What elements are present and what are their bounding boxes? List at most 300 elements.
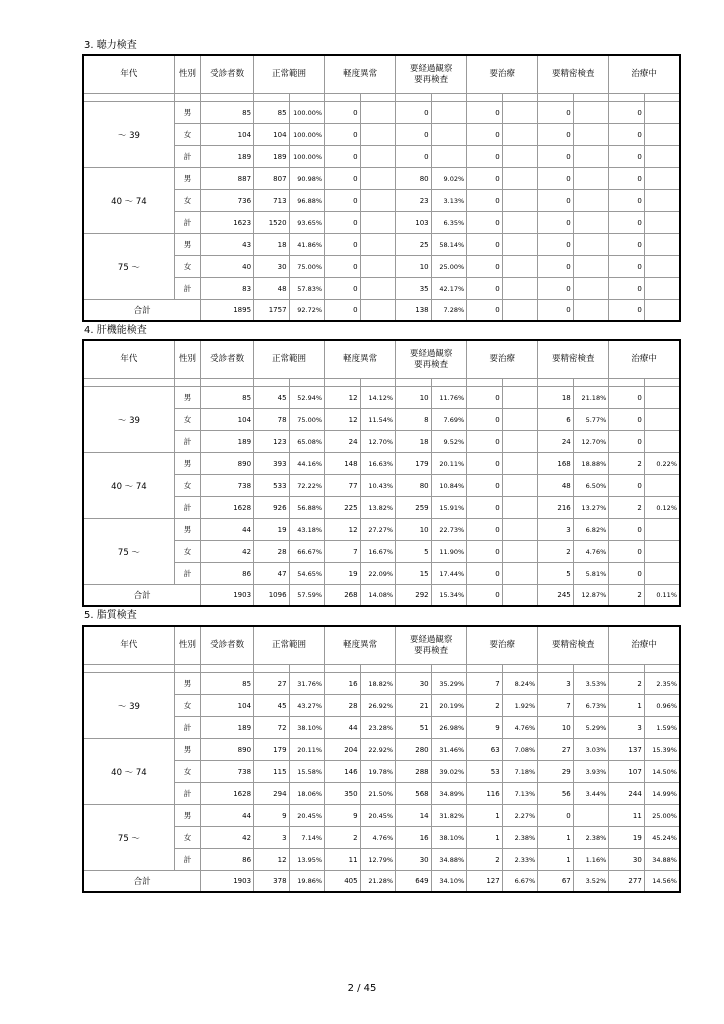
percent-cell: 7.69% xyxy=(431,409,467,431)
count-cell: 0 xyxy=(467,190,503,212)
column-header: 要治療 xyxy=(467,626,538,665)
count-cell: 3 xyxy=(538,519,574,541)
sex-cell: 女 xyxy=(174,761,200,783)
examinees-cell: 85 xyxy=(201,387,254,409)
count-cell: 393 xyxy=(254,453,290,475)
results-table xyxy=(82,54,681,322)
section-title: 4. 肝機能検査 xyxy=(84,325,147,336)
percent-cell: 6.35% xyxy=(431,212,467,234)
percent-cell: 18.82% xyxy=(360,673,396,695)
count-cell: 0 xyxy=(325,190,361,212)
percent-cell: 3.53% xyxy=(573,673,609,695)
percent-cell: 9.02% xyxy=(431,168,467,190)
percent-cell xyxy=(431,102,467,124)
spacer-cell xyxy=(502,379,538,387)
sex-cell: 女 xyxy=(174,827,200,849)
table-row xyxy=(83,519,680,541)
spacer-cell xyxy=(644,665,680,673)
count-cell: 12 xyxy=(325,519,361,541)
count-cell: 0 xyxy=(609,300,645,322)
percent-cell xyxy=(573,278,609,300)
count-cell: 0 xyxy=(467,387,503,409)
count-cell: 10 xyxy=(538,717,574,739)
percent-cell: 2.38% xyxy=(502,827,538,849)
percent-cell: 14.56% xyxy=(644,871,680,893)
percent-cell: 13.27% xyxy=(573,497,609,519)
count-cell: 18 xyxy=(254,234,290,256)
percent-cell xyxy=(502,300,538,322)
count-cell: 3 xyxy=(254,827,290,849)
count-cell: 0 xyxy=(467,212,503,234)
examinees-cell: 85 xyxy=(201,102,254,124)
count-cell: 0 xyxy=(467,519,503,541)
spacer-cell xyxy=(644,379,680,387)
percent-cell: 96.88% xyxy=(289,190,325,212)
percent-cell xyxy=(644,541,680,563)
age-group-cell: 75 ～ xyxy=(83,519,174,585)
percent-cell: 17.44% xyxy=(431,563,467,585)
count-cell: 30 xyxy=(254,256,290,278)
percent-cell: 93.65% xyxy=(289,212,325,234)
count-cell: 24 xyxy=(538,431,574,453)
count-cell: 807 xyxy=(254,168,290,190)
percent-cell: 6.82% xyxy=(573,519,609,541)
spacer-cell xyxy=(325,379,361,387)
count-cell: 225 xyxy=(325,497,361,519)
count-cell: 19 xyxy=(254,519,290,541)
count-cell: 245 xyxy=(538,585,574,607)
count-cell: 77 xyxy=(325,475,361,497)
count-cell: 80 xyxy=(396,475,432,497)
count-cell: 146 xyxy=(325,761,361,783)
percent-cell: 11.76% xyxy=(431,387,467,409)
count-cell: 0 xyxy=(538,212,574,234)
count-cell: 0 xyxy=(609,168,645,190)
page-number: 2 / 45 xyxy=(347,983,377,994)
examinees-cell: 890 xyxy=(201,739,254,761)
count-cell: 116 xyxy=(467,783,503,805)
spacer-cell xyxy=(573,665,609,673)
count-cell: 9 xyxy=(467,717,503,739)
count-cell: 0 xyxy=(609,409,645,431)
count-cell: 18 xyxy=(396,431,432,453)
count-cell: 7 xyxy=(467,673,503,695)
percent-cell: 25.00% xyxy=(644,805,680,827)
table-row xyxy=(83,805,680,827)
count-cell: 0 xyxy=(609,563,645,585)
examinees-cell: 44 xyxy=(201,519,254,541)
percent-cell: 14.08% xyxy=(360,585,396,607)
count-cell: 0 xyxy=(467,585,503,607)
percent-cell: 31.46% xyxy=(431,739,467,761)
percent-cell: 20.19% xyxy=(431,695,467,717)
count-cell: 35 xyxy=(396,278,432,300)
percent-cell: 4.76% xyxy=(573,541,609,563)
percent-cell xyxy=(360,190,396,212)
count-cell: 0 xyxy=(396,102,432,124)
percent-cell: 41.86% xyxy=(289,234,325,256)
spacer-cell xyxy=(254,379,290,387)
percent-cell: 0.22% xyxy=(644,453,680,475)
spacer-cell xyxy=(467,379,503,387)
percent-cell xyxy=(360,234,396,256)
count-cell: 11 xyxy=(325,849,361,871)
count-cell: 0 xyxy=(538,102,574,124)
column-header: 治療中 xyxy=(609,626,680,665)
count-cell: 0 xyxy=(467,124,503,146)
count-cell: 288 xyxy=(396,761,432,783)
percent-cell xyxy=(360,168,396,190)
percent-cell: 26.92% xyxy=(360,695,396,717)
examinees-cell: 86 xyxy=(201,849,254,871)
count-cell: 168 xyxy=(538,453,574,475)
spacer-cell xyxy=(538,379,574,387)
percent-cell: 12.70% xyxy=(360,431,396,453)
count-cell: 18 xyxy=(538,387,574,409)
percent-cell xyxy=(502,256,538,278)
percent-cell: 2.33% xyxy=(502,849,538,871)
count-cell: 0 xyxy=(325,278,361,300)
percent-cell xyxy=(644,475,680,497)
count-cell: 259 xyxy=(396,497,432,519)
percent-cell: 38.10% xyxy=(289,717,325,739)
count-cell: 0 xyxy=(325,124,361,146)
count-cell: 10 xyxy=(396,519,432,541)
percent-cell: 7.08% xyxy=(502,739,538,761)
percent-cell xyxy=(502,278,538,300)
percent-cell xyxy=(502,168,538,190)
count-cell: 6 xyxy=(538,409,574,431)
sex-cell: 男 xyxy=(174,168,200,190)
total-label-cell: 合計 xyxy=(83,585,201,607)
percent-cell: 3.13% xyxy=(431,190,467,212)
percent-cell: 10.43% xyxy=(360,475,396,497)
percent-cell xyxy=(644,124,680,146)
examinees-cell: 42 xyxy=(201,541,254,563)
sex-cell: 計 xyxy=(174,212,200,234)
percent-cell: 11.90% xyxy=(431,541,467,563)
count-cell: 2 xyxy=(538,541,574,563)
percent-cell: 12.87% xyxy=(573,585,609,607)
percent-cell xyxy=(502,124,538,146)
count-cell: 16 xyxy=(325,673,361,695)
count-cell: 7 xyxy=(325,541,361,563)
count-cell: 1 xyxy=(538,827,574,849)
percent-cell: 38.10% xyxy=(431,827,467,849)
percent-cell: 18.88% xyxy=(573,453,609,475)
column-header: 要精密検査 xyxy=(538,55,609,94)
count-cell: 0 xyxy=(467,431,503,453)
spacer-cell xyxy=(609,379,645,387)
percent-cell: 15.34% xyxy=(431,585,467,607)
sex-cell: 女 xyxy=(174,541,200,563)
examinees-cell: 1628 xyxy=(201,497,254,519)
percent-cell xyxy=(502,475,538,497)
percent-cell: 3.44% xyxy=(573,783,609,805)
results-table xyxy=(82,339,681,607)
percent-cell xyxy=(502,497,538,519)
column-header: 治療中 xyxy=(609,55,680,94)
count-cell: 649 xyxy=(396,871,432,893)
count-cell: 0 xyxy=(325,212,361,234)
count-cell: 104 xyxy=(254,124,290,146)
column-header: 性別 xyxy=(174,626,200,665)
percent-cell: 54.65% xyxy=(289,563,325,585)
percent-cell xyxy=(502,102,538,124)
count-cell: 2 xyxy=(609,585,645,607)
percent-cell: 20.11% xyxy=(431,453,467,475)
count-cell: 0 xyxy=(538,300,574,322)
percent-cell: 6.67% xyxy=(502,871,538,893)
count-cell: 350 xyxy=(325,783,361,805)
percent-cell: 57.83% xyxy=(289,278,325,300)
count-cell: 0 xyxy=(325,102,361,124)
total-label-cell: 合計 xyxy=(83,300,201,322)
percent-cell: 100.00% xyxy=(289,102,325,124)
percent-cell xyxy=(502,453,538,475)
count-cell: 0 xyxy=(609,541,645,563)
count-cell: 0 xyxy=(538,278,574,300)
sex-cell: 計 xyxy=(174,783,200,805)
count-cell: 12 xyxy=(325,387,361,409)
percent-cell: 34.88% xyxy=(644,849,680,871)
count-cell: 1 xyxy=(609,695,645,717)
count-cell: 0 xyxy=(538,805,574,827)
percent-cell xyxy=(502,212,538,234)
percent-cell: 21.18% xyxy=(573,387,609,409)
count-cell: 244 xyxy=(609,783,645,805)
percent-cell: 100.00% xyxy=(289,146,325,168)
count-cell: 16 xyxy=(396,827,432,849)
percent-cell: 14.50% xyxy=(644,761,680,783)
percent-cell: 75.00% xyxy=(289,409,325,431)
percent-cell xyxy=(502,585,538,607)
count-cell: 533 xyxy=(254,475,290,497)
count-cell: 29 xyxy=(538,761,574,783)
percent-cell xyxy=(644,431,680,453)
percent-cell: 26.98% xyxy=(431,717,467,739)
percent-cell: 34.88% xyxy=(431,849,467,871)
count-cell: 0 xyxy=(609,431,645,453)
column-header: 要経過観察 要再検査 xyxy=(396,340,467,379)
percent-cell xyxy=(573,146,609,168)
spacer-cell xyxy=(325,665,361,673)
count-cell: 5 xyxy=(538,563,574,585)
count-cell: 78 xyxy=(254,409,290,431)
spacer-cell xyxy=(289,665,325,673)
percent-cell xyxy=(573,102,609,124)
spacer-cell xyxy=(538,94,574,102)
percent-cell: 20.45% xyxy=(289,805,325,827)
spacer-cell xyxy=(502,665,538,673)
percent-cell xyxy=(644,212,680,234)
percent-cell xyxy=(644,519,680,541)
count-cell: 0 xyxy=(609,519,645,541)
examinees-cell: 890 xyxy=(201,453,254,475)
count-cell: 9 xyxy=(325,805,361,827)
count-cell: 8 xyxy=(396,409,432,431)
percent-cell: 3.93% xyxy=(573,761,609,783)
count-cell: 0 xyxy=(609,256,645,278)
percent-cell: 16.63% xyxy=(360,453,396,475)
sex-cell: 女 xyxy=(174,409,200,431)
spacer-cell xyxy=(644,94,680,102)
percent-cell xyxy=(502,563,538,585)
column-header: 年代 xyxy=(83,626,174,665)
spacer-row xyxy=(83,94,680,102)
spacer-cell xyxy=(609,94,645,102)
count-cell: 1 xyxy=(467,827,503,849)
percent-cell xyxy=(502,519,538,541)
count-cell: 926 xyxy=(254,497,290,519)
count-cell: 0 xyxy=(538,234,574,256)
table-row xyxy=(83,673,680,695)
percent-cell: 21.50% xyxy=(360,783,396,805)
percent-cell: 58.14% xyxy=(431,234,467,256)
count-cell: 0 xyxy=(467,409,503,431)
column-header: 性別 xyxy=(174,340,200,379)
count-cell: 0 xyxy=(467,168,503,190)
sex-cell: 女 xyxy=(174,256,200,278)
count-cell: 45 xyxy=(254,387,290,409)
percent-cell: 23.28% xyxy=(360,717,396,739)
percent-cell: 19.86% xyxy=(289,871,325,893)
count-cell: 0 xyxy=(325,256,361,278)
column-header: 受診者数 xyxy=(201,340,254,379)
count-cell: 2 xyxy=(467,849,503,871)
percent-cell xyxy=(573,234,609,256)
percent-cell xyxy=(502,234,538,256)
count-cell: 30 xyxy=(609,849,645,871)
percent-cell: 22.92% xyxy=(360,739,396,761)
examinees-cell: 43 xyxy=(201,234,254,256)
percent-cell: 19.78% xyxy=(360,761,396,783)
count-cell: 5 xyxy=(396,541,432,563)
percent-cell: 92.72% xyxy=(289,300,325,322)
table-row xyxy=(83,387,680,409)
percent-cell: 66.67% xyxy=(289,541,325,563)
column-header: 軽度異常 xyxy=(325,55,396,94)
count-cell: 179 xyxy=(254,739,290,761)
sex-cell: 計 xyxy=(174,563,200,585)
count-cell: 1 xyxy=(467,805,503,827)
percent-cell: 5.81% xyxy=(573,563,609,585)
sex-cell: 計 xyxy=(174,146,200,168)
count-cell: 0 xyxy=(467,146,503,168)
count-cell: 0 xyxy=(467,541,503,563)
spacer-cell xyxy=(201,665,254,673)
count-cell: 9 xyxy=(254,805,290,827)
percent-cell: 0.96% xyxy=(644,695,680,717)
age-group-cell: ～ 39 xyxy=(83,102,174,168)
percent-cell: 2.35% xyxy=(644,673,680,695)
age-group-cell: ～ 39 xyxy=(83,673,174,739)
percent-cell: 15.91% xyxy=(431,497,467,519)
percent-cell xyxy=(502,190,538,212)
count-cell: 56 xyxy=(538,783,574,805)
count-cell: 405 xyxy=(325,871,361,893)
percent-cell: 4.76% xyxy=(360,827,396,849)
examinees-cell: 1903 xyxy=(201,585,254,607)
count-cell: 115 xyxy=(254,761,290,783)
count-cell: 216 xyxy=(538,497,574,519)
count-cell: 48 xyxy=(254,278,290,300)
percent-cell xyxy=(644,563,680,585)
percent-cell: 21.28% xyxy=(360,871,396,893)
table-row xyxy=(83,168,680,190)
count-cell: 2 xyxy=(325,827,361,849)
sex-cell: 男 xyxy=(174,739,200,761)
spacer-cell xyxy=(289,379,325,387)
count-cell: 713 xyxy=(254,190,290,212)
percent-cell: 35.29% xyxy=(431,673,467,695)
sex-cell: 計 xyxy=(174,849,200,871)
percent-cell xyxy=(573,124,609,146)
sex-cell: 計 xyxy=(174,717,200,739)
spacer-row xyxy=(83,379,680,387)
count-cell: 280 xyxy=(396,739,432,761)
count-cell: 1096 xyxy=(254,585,290,607)
percent-cell: 14.12% xyxy=(360,387,396,409)
count-cell: 15 xyxy=(396,563,432,585)
percent-cell: 7.18% xyxy=(502,761,538,783)
count-cell: 25 xyxy=(396,234,432,256)
table-row xyxy=(83,234,680,256)
percent-cell xyxy=(644,256,680,278)
count-cell: 30 xyxy=(396,673,432,695)
percent-cell: 0.12% xyxy=(644,497,680,519)
percent-cell: 12.70% xyxy=(573,431,609,453)
percent-cell xyxy=(644,102,680,124)
count-cell: 3 xyxy=(609,717,645,739)
percent-cell xyxy=(360,146,396,168)
sex-cell: 女 xyxy=(174,124,200,146)
spacer-cell xyxy=(467,94,503,102)
count-cell: 45 xyxy=(254,695,290,717)
count-cell: 0 xyxy=(538,124,574,146)
column-header: 軽度異常 xyxy=(325,340,396,379)
count-cell: 189 xyxy=(254,146,290,168)
count-cell: 85 xyxy=(254,102,290,124)
examinees-cell: 104 xyxy=(201,124,254,146)
count-cell: 0 xyxy=(609,278,645,300)
count-cell: 47 xyxy=(254,563,290,585)
age-group-cell: 40 ～ 74 xyxy=(83,168,174,234)
percent-cell: 11.54% xyxy=(360,409,396,431)
count-cell: 292 xyxy=(396,585,432,607)
age-group-cell: 75 ～ xyxy=(83,805,174,871)
sex-cell: 計 xyxy=(174,278,200,300)
count-cell: 148 xyxy=(325,453,361,475)
examinees-cell: 189 xyxy=(201,146,254,168)
count-cell: 294 xyxy=(254,783,290,805)
count-cell: 0 xyxy=(396,124,432,146)
spacer-cell xyxy=(83,94,174,102)
sex-cell: 男 xyxy=(174,234,200,256)
percent-cell: 27.27% xyxy=(360,519,396,541)
percent-cell: 25.00% xyxy=(431,256,467,278)
sex-cell: 計 xyxy=(174,431,200,453)
percent-cell: 90.98% xyxy=(289,168,325,190)
percent-cell: 6.50% xyxy=(573,475,609,497)
percent-cell xyxy=(360,124,396,146)
count-cell: 3 xyxy=(538,673,574,695)
count-cell: 0 xyxy=(538,190,574,212)
column-header: 性別 xyxy=(174,55,200,94)
percent-cell: 14.99% xyxy=(644,783,680,805)
percent-cell: 43.27% xyxy=(289,695,325,717)
examinees-cell: 83 xyxy=(201,278,254,300)
